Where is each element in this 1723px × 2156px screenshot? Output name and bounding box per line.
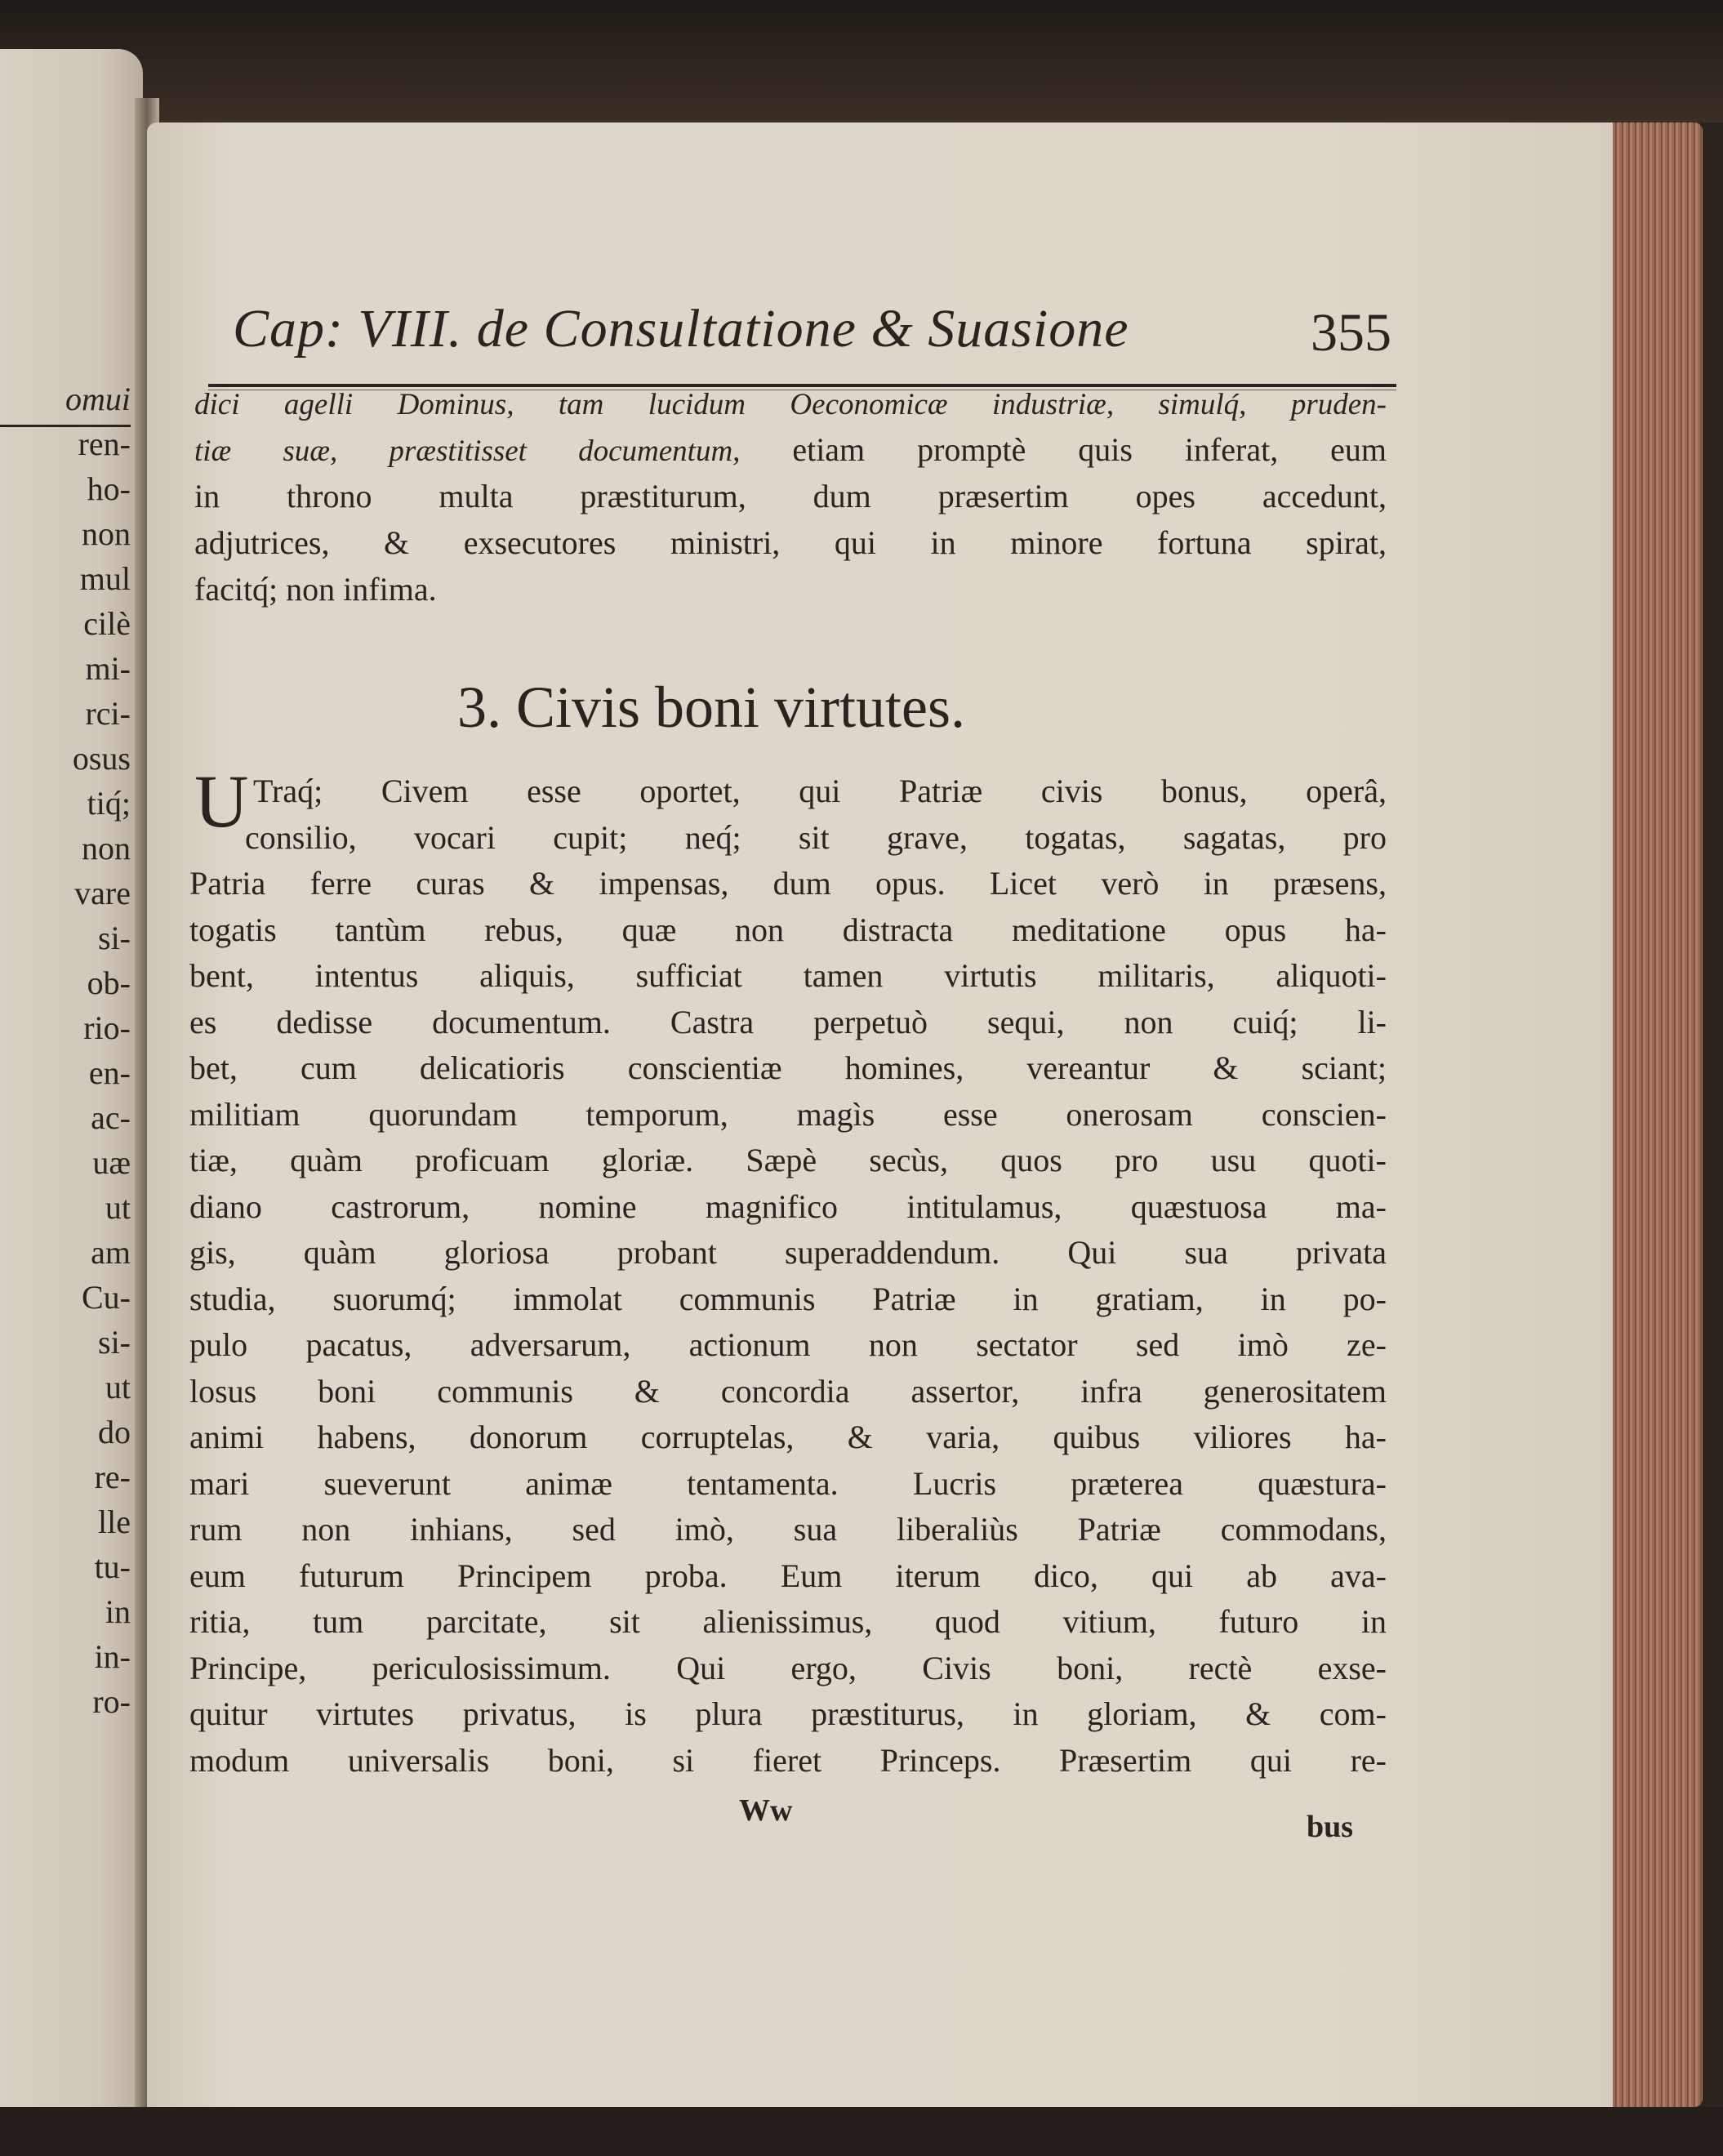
- text-line: rum non inhians, sed imò, sua liberaliùs Patriæ commodans,: [189, 1511, 1387, 1548]
- text-line: studia, suorumq́; immolat communis Patriæ in gratiam, in po-: [189, 1280, 1387, 1317]
- left-page-line: mi-: [85, 650, 131, 687]
- text-line: togatis tantùm rebus, quæ non distracta meditatione opus ha-: [189, 911, 1387, 948]
- roman-text: facitq́; non infima.: [194, 571, 437, 608]
- left-page-line: ro-: [92, 1683, 131, 1720]
- text-line: Traq́; Civem esse oportet, qui Patriæ civis bonus, operâ,: [253, 773, 1387, 809]
- text-line: ritia, tum parcitate, sit alienissimus, quod vitium, futuro in: [189, 1603, 1387, 1640]
- text-line: consilio, vocari cupit; neq́; sit grave, togatas, sagatas, pro: [245, 818, 1387, 856]
- left-page-line: non: [82, 515, 131, 552]
- left-page-line: omui: [65, 381, 131, 417]
- left-page-line: uæ: [92, 1144, 131, 1181]
- roman-text: in throno multa præstiturum, dum præsertim opes accedunt,: [194, 478, 1387, 514]
- text-line: militiam quorundam temporum, magìs esse onerosam conscien-: [189, 1095, 1387, 1133]
- text-line: Patria ferre curas & impensas, dum opus. Licet verò in præsens,: [189, 865, 1387, 902]
- text-line: mari sueverunt animæ tentamenta. Lucris præterea quæstura-: [189, 1464, 1387, 1502]
- left-page-line: re-: [94, 1459, 131, 1495]
- text-line: bet, cum delicatioris conscientiæ homines, vereantur & sciant;: [189, 1049, 1387, 1086]
- section-title: 3. Civis boni virtutes.: [457, 675, 966, 740]
- text-line: [194, 523, 1387, 562]
- text-line: modum universalis boni, si fieret Princeps. Præsertim qui re-: [189, 1741, 1387, 1779]
- left-page-line: rio-: [83, 1009, 131, 1046]
- left-page-line: lle: [98, 1503, 131, 1540]
- left-page-line: ut: [105, 1369, 131, 1405]
- text-line: diano castrorum, nomine magnifico intitulamus, quæstuosa ma-: [189, 1187, 1387, 1225]
- text-line: bent, intentus aliquis, sufficiat tamen virtutis militaris, aliquoti-: [189, 957, 1387, 994]
- left-page-line: in: [105, 1593, 131, 1630]
- text-line: Principe, periculosissimum. Qui ergo, Civis boni, rectè exse-: [189, 1649, 1387, 1686]
- roman-text: adjutrices, & exsecutores ministri, qui in minore fortuna spirat,: [194, 524, 1387, 561]
- page-edges: [1613, 122, 1703, 2107]
- left-page-line: ac-: [91, 1099, 131, 1136]
- text-line: es dedisse documentum. Castra perpetuò sequi, non cuiq́; li-: [189, 1003, 1387, 1040]
- left-page-line: Cu-: [82, 1279, 131, 1316]
- background-top: [0, 0, 1723, 122]
- roman-text: etiam promptè quis inferat, eum: [740, 431, 1387, 468]
- left-page-line: ut: [105, 1189, 131, 1226]
- text-line: eum futurum Principem proba. Eum iterum dico, qui ab ava-: [189, 1557, 1387, 1594]
- text-line: [194, 384, 1387, 422]
- left-page: [0, 49, 143, 2140]
- left-page-line: ho-: [87, 470, 131, 507]
- left-page-line: non: [82, 830, 131, 866]
- text-line: [194, 570, 437, 608]
- drop-cap: U: [194, 760, 249, 843]
- text-line: gis, quàm gloriosa probant superaddendum. Qui sua privata: [189, 1234, 1387, 1271]
- text-line: [194, 477, 1387, 515]
- left-page-line: am: [91, 1234, 131, 1271]
- catchword: bus: [1307, 1810, 1354, 1844]
- left-page-line: rci-: [85, 695, 131, 732]
- running-head: Cap: VIII. de Consultatione & Suasione: [233, 299, 1129, 359]
- signature-mark: Ww: [739, 1793, 793, 1828]
- left-page-line: cilè: [83, 605, 131, 642]
- text-line: tiæ, quàm proficuam gloriæ. Sæpè secùs, quos pro usu quoti-: [189, 1142, 1387, 1178]
- left-page-line: si-: [98, 920, 131, 956]
- text-line: losus boni communis & concordia assertor, infra generositatem: [189, 1372, 1387, 1410]
- italic-text: dici agelli Dominus, tam lucidum Oeconomicæ industriæ, simulq́, pruden-: [194, 388, 1387, 421]
- left-page-line: mul: [79, 560, 131, 597]
- left-page-line: tu-: [94, 1548, 131, 1585]
- text-line: animi habens, donorum corruptelas, & varia, quibus viliores ha-: [189, 1419, 1387, 1455]
- left-page-line: ren-: [78, 425, 131, 462]
- left-page-line: osus: [72, 740, 131, 777]
- left-page-line: in-: [94, 1638, 131, 1675]
- text-line: quitur virtutes privatus, is plura præstiturus, in gloriam, & com-: [189, 1695, 1387, 1732]
- left-page-line: en-: [88, 1054, 131, 1091]
- left-page-line: ob-: [87, 964, 131, 1001]
- left-page-line: do: [98, 1414, 131, 1450]
- background-bottom: [0, 2107, 1723, 2156]
- text-line: pulo pacatus, adversarum, actionum non sectator sed imò ze-: [189, 1326, 1387, 1363]
- text-line: [194, 430, 1387, 469]
- left-page-line: vare: [74, 875, 131, 911]
- left-page-line: tiq́;: [87, 785, 131, 822]
- italic-text: tiæ suæ, præstitisset documentum,: [194, 434, 741, 468]
- left-page-line: si-: [98, 1324, 131, 1361]
- page-number: 355: [1311, 303, 1391, 363]
